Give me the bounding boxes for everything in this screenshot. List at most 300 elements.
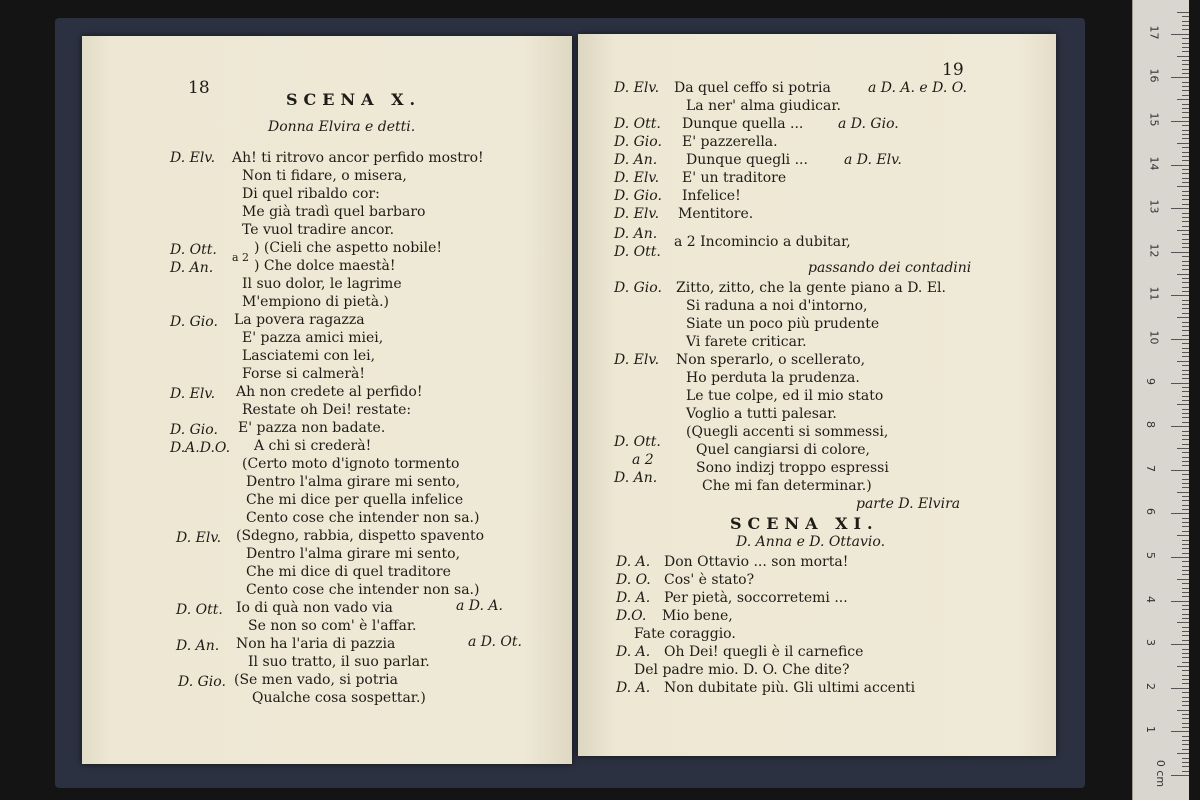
ruler-tick (1182, 191, 1189, 192)
ruler-tick (1182, 343, 1189, 344)
ruler-tick (1182, 64, 1189, 65)
verse-line: Sono indizj troppo espressi (696, 460, 889, 476)
ruler-tick (1182, 540, 1189, 541)
ruler-tick (1182, 239, 1189, 240)
ruler-tick (1182, 335, 1189, 336)
ruler-tick (1182, 199, 1189, 200)
ruler-label: 15 (1147, 112, 1161, 127)
ruler-tick (1182, 614, 1189, 615)
verse-line: (Certo moto d'ignoto tormento (242, 456, 460, 472)
speaker-label: D. Gio. (614, 188, 662, 204)
speaker-label: D. An. (614, 226, 658, 242)
ruler-tick (1177, 448, 1189, 449)
verse-line: Del padre mio. D. O. Che dite? (634, 662, 850, 678)
ruler-tick (1182, 740, 1189, 741)
ruler-label: 12 (1147, 243, 1161, 258)
ruler-tick (1182, 43, 1189, 44)
ruler-tick (1182, 400, 1189, 401)
ruler-tick (1182, 444, 1189, 445)
ruler-tick (1171, 34, 1189, 35)
verse-line: Qualche cosa sospettar.) (252, 690, 426, 706)
verse-line: Dunque quella ... (682, 116, 804, 132)
verse-line: Don Ottavio ... son morta! (664, 554, 849, 570)
ruler-tick (1177, 535, 1189, 536)
page-number: 18 (188, 78, 210, 98)
ruler-tick (1182, 322, 1189, 323)
ruler-tick (1171, 688, 1189, 689)
verse-line: Che mi dice per quella infelice (246, 492, 464, 508)
ruler-tick (1182, 570, 1189, 571)
ruler-tick (1171, 208, 1189, 209)
ruler-tick (1182, 173, 1189, 174)
verse-line: Forse si calmerà! (242, 366, 365, 382)
ruler-tick (1182, 82, 1189, 83)
speaker-label: D. Gio. (614, 280, 662, 296)
ruler-tick (1182, 605, 1189, 606)
verse-line: Mio bene, (662, 608, 733, 624)
stage-aside: a D. A. (456, 598, 503, 614)
ruler-tick (1182, 457, 1189, 458)
verse-line: ) Che dolce maestà! (254, 258, 396, 274)
ruler-tick (1182, 422, 1189, 423)
ruler-tick (1182, 518, 1189, 519)
stage-aside: a D. Elv. (844, 152, 902, 168)
verse-line: Dunque quegli ... (686, 152, 808, 168)
ruler-tick (1177, 99, 1189, 100)
ruler-label: 5 (1144, 552, 1157, 559)
stage-direction: passando dei contadini (808, 260, 972, 276)
ruler-tick (1182, 60, 1189, 61)
verse-line: Di quel ribaldo cor: (242, 186, 380, 202)
verse-line: La ner' alma giudicar. (686, 98, 841, 114)
ruler-tick (1182, 505, 1189, 506)
ruler-tick (1177, 317, 1189, 318)
right-page (578, 34, 1056, 756)
ruler-tick (1182, 178, 1189, 179)
ruler-tick (1182, 387, 1189, 388)
ruler-tick (1182, 439, 1189, 440)
ruler-label: 6 (1144, 508, 1157, 516)
ruler-tick (1182, 723, 1189, 724)
ruler-tick (1182, 588, 1189, 589)
ruler-label: 14 (1147, 156, 1161, 171)
ruler-tick (1182, 365, 1189, 366)
ruler-tick (1182, 548, 1189, 549)
ruler-tick (1171, 513, 1189, 514)
verse-line: Infelice! (682, 188, 741, 204)
ruler-label: 0 cm (1154, 759, 1168, 788)
ruler-tick (1182, 692, 1189, 693)
verse-line: Io di quà non vado via (236, 600, 393, 616)
ruler-tick (1182, 749, 1189, 750)
ruler-tick (1182, 51, 1189, 52)
ruler-tick (1182, 553, 1189, 554)
verse-line: E' pazza non badate. (238, 420, 386, 436)
ruler-label: 9 (1144, 377, 1157, 385)
verse-line: Cento cose che intender non sa.) (246, 582, 480, 598)
verse-line: Le tue colpe, ed il mio stato (686, 388, 884, 404)
ruler-tick (1182, 130, 1189, 131)
ruler-tick (1182, 134, 1189, 135)
ruler-tick (1182, 662, 1189, 663)
speaker-label: D. Ott. (614, 244, 661, 260)
stage-aside: a D. Ot. (468, 634, 522, 650)
ruler-tick (1182, 112, 1189, 113)
ruler-tick (1182, 104, 1189, 105)
ruler-tick (1182, 627, 1189, 628)
ruler-tick (1182, 25, 1189, 26)
ruler-tick (1177, 492, 1189, 493)
ruler-tick (1182, 152, 1189, 153)
ruler-tick (1182, 618, 1189, 619)
verse-line: Si raduna a noi d'intorno, (686, 298, 868, 314)
ruler-tick (1182, 291, 1189, 292)
ruler-tick (1182, 452, 1189, 453)
speaker-label: D. O. (616, 572, 651, 588)
ruler-tick (1182, 487, 1189, 488)
ruler-tick (1182, 714, 1189, 715)
ruler-tick (1182, 631, 1189, 632)
ruler-tick (1182, 247, 1189, 248)
speaker-label: D. Elv. (614, 352, 660, 368)
ruler-tick (1182, 474, 1189, 475)
ruler-tick (1182, 391, 1189, 392)
speaker-label: D. An. (614, 470, 658, 486)
ruler-tick (1182, 330, 1189, 331)
ruler-label: 11 (1147, 286, 1161, 301)
ruler-tick (1182, 679, 1189, 680)
verse-line: Me già tradì quel barbaro (242, 204, 426, 220)
verse-line: (Quegli accenti si sommessi, (686, 424, 889, 440)
verse-line: (Se men vado, si potria (234, 672, 399, 688)
ruler-tick (1182, 278, 1189, 279)
scene-subtitle: Donna Elvira e detti. (268, 119, 416, 135)
ruler-tick (1182, 160, 1189, 161)
verse-line: Cento cose che intender non sa.) (246, 510, 480, 526)
ruler-tick (1182, 378, 1189, 379)
ruler-tick (1182, 374, 1189, 375)
ruler-tick (1182, 221, 1189, 222)
verse-line: Voglio a tutti palesar. (686, 406, 837, 422)
ruler-tick (1182, 396, 1189, 397)
speaker-label: D. A. (616, 590, 651, 606)
scene-title: SCENA X. (286, 90, 422, 109)
ruler-tick (1182, 596, 1189, 597)
ruler-tick (1182, 47, 1189, 48)
ruler-tick (1171, 557, 1189, 558)
ruler-tick (1182, 417, 1189, 418)
ruler-tick (1182, 496, 1189, 497)
ruler-tick (1182, 697, 1189, 698)
ruler-tick (1182, 313, 1189, 314)
ruler-label: 13 (1147, 199, 1161, 214)
verse-line: Restate oh Dei! restate: (242, 402, 412, 418)
ruler-tick (1182, 574, 1189, 575)
left-page (82, 36, 572, 764)
verse-line: E' un traditore (682, 170, 787, 186)
speaker-label: D.O. (616, 608, 647, 624)
ruler-tick (1182, 125, 1189, 126)
ruler-tick (1182, 356, 1189, 357)
ruler-tick (1177, 361, 1189, 362)
ruler-tick (1182, 431, 1189, 432)
speaker-label: D. Elv. (614, 80, 660, 96)
ruler-tick (1182, 300, 1189, 301)
verse-line: Non sperarlo, o scellerato, (676, 352, 866, 368)
verse-line: Ah non credete al perfido! (236, 384, 423, 400)
ruler-label: 16 (1147, 68, 1161, 83)
ruler-tick (1182, 69, 1189, 70)
speaker-label: D. Gio. (178, 674, 226, 690)
ruler-tick (1182, 370, 1189, 371)
ruler-tick (1182, 73, 1189, 74)
stage-aside: a D. Gio. (838, 116, 899, 132)
ruler-tick (1182, 435, 1189, 436)
ruler-tick (1182, 95, 1189, 96)
speaker-label: D. Elv. (614, 206, 660, 222)
ruler-tick (1182, 670, 1189, 671)
a2-mark: a 2 (232, 251, 250, 264)
ruler-tick (1182, 479, 1189, 480)
ruler-tick (1177, 666, 1189, 667)
ruler-tick (1171, 383, 1189, 384)
ruler-label: 1 (1144, 726, 1157, 734)
ruler-tick (1177, 56, 1189, 57)
verse-line: Cos' è stato? (664, 572, 755, 588)
ruler-tick (1182, 522, 1189, 523)
ruler-tick (1182, 304, 1189, 305)
ruler-tick (1182, 86, 1189, 87)
speaker-label: D. Elv. (614, 170, 660, 186)
ruler-tick (1182, 531, 1189, 532)
ruler-tick (1182, 727, 1189, 728)
ruler-tick (1182, 38, 1189, 39)
ruler-tick (1177, 186, 1189, 187)
ruler-tick (1182, 583, 1189, 584)
ruler-tick (1182, 287, 1189, 288)
stage-direction: parte D. Elvira (856, 496, 961, 512)
speaker-label: D. An. (170, 260, 214, 276)
ruler-label: 2 (1144, 682, 1157, 690)
ruler-label: 10 (1147, 330, 1161, 345)
ruler-tick (1182, 265, 1189, 266)
speaker-label: D. Gio. (170, 422, 218, 438)
ruler-tick (1177, 274, 1189, 275)
ruler-tick (1182, 544, 1189, 545)
ruler-tick (1182, 705, 1189, 706)
ruler-tick (1182, 234, 1189, 235)
ruler-tick (1182, 653, 1189, 654)
ruler-tick (1182, 108, 1189, 109)
ruler-tick (1182, 766, 1189, 767)
verse-line: Da quel ceffo si potria (674, 80, 831, 96)
verse-line: Ho perduta la prudenza. (686, 370, 860, 386)
ruler-tick (1177, 404, 1189, 405)
ruler-tick (1182, 762, 1189, 763)
verse-line: a 2 Incomincio a dubitar, (674, 234, 851, 250)
ruler-tick (1182, 649, 1189, 650)
verse-line: Che mi dice di quel traditore (246, 564, 451, 580)
ruler-tick (1182, 326, 1189, 327)
stage-aside: a D. A. e D. O. (868, 80, 967, 96)
speaker-label: D. Elv. (170, 386, 216, 402)
ruler-tick (1182, 217, 1189, 218)
ruler-tick (1182, 640, 1189, 641)
verse-line: E' pazzerella. (682, 134, 778, 150)
speaker-label: D. Ott. (176, 602, 223, 618)
measurement-ruler (1132, 0, 1189, 800)
ruler-label: 3 (1144, 639, 1157, 647)
ruler-tick (1182, 566, 1189, 567)
ruler-tick (1182, 701, 1189, 702)
ruler-tick (1182, 138, 1189, 139)
ruler-tick (1182, 483, 1189, 484)
scene-subtitle: D. Anna e D. Ottavio. (736, 534, 886, 550)
ruler-tick (1182, 509, 1189, 510)
speaker-label: D. A. (616, 680, 651, 696)
speaker-label: D. Elv. (170, 150, 216, 166)
speaker-label: D. Ott. (614, 434, 661, 450)
ruler-tick (1182, 718, 1189, 719)
ruler-tick (1182, 213, 1189, 214)
speaker-label: D. Ott. (170, 242, 217, 258)
verse-line: Siate un poco più prudente (686, 316, 880, 332)
scene-title: SCENA XI. (730, 514, 879, 533)
ruler-tick (1177, 579, 1189, 580)
ruler-tick (1182, 609, 1189, 610)
ruler-tick (1177, 753, 1189, 754)
verse-line: Se non so com' è l'affar. (248, 618, 417, 634)
verse-line: E' pazza amici miei, (242, 330, 384, 346)
verse-line: Zitto, zitto, che la gente piano a D. El. (676, 280, 946, 296)
ruler-label: 7 (1144, 464, 1157, 472)
ruler-tick (1182, 592, 1189, 593)
verse-line: Quel cangiarsi di colore, (696, 442, 870, 458)
speaker-label: D. A. (616, 554, 651, 570)
ruler-tick (1182, 195, 1189, 196)
verse-line: Il suo tratto, il suo parlar. (248, 654, 430, 670)
ruler-tick (1177, 12, 1189, 13)
ruler-tick (1182, 500, 1189, 501)
ruler-tick (1182, 635, 1189, 636)
ruler-tick (1182, 461, 1189, 462)
ruler-label: 8 (1144, 421, 1157, 429)
verse-line: Per pietà, soccorretemi ... (664, 590, 848, 606)
ruler-tick (1182, 29, 1189, 30)
ruler-tick (1177, 230, 1189, 231)
ruler-label: 4 (1144, 595, 1157, 603)
verse-line: M'empiono di pietà.) (242, 294, 390, 310)
ruler-tick (1171, 731, 1189, 732)
verse-line: Che mi fan determinar.) (702, 478, 872, 494)
ruler-tick (1182, 182, 1189, 183)
ruler-tick (1171, 165, 1189, 166)
verse-line: Ah! ti ritrovo ancor perfido mostro! (232, 150, 484, 166)
verse-line: Non ti fidare, o misera, (242, 168, 407, 184)
ruler-tick (1171, 426, 1189, 427)
ruler-tick (1182, 657, 1189, 658)
verse-line: Non dubitate più. Gli ultimi accenti (664, 680, 916, 696)
ruler-tick (1182, 352, 1189, 353)
ruler-tick (1182, 675, 1189, 676)
ruler-tick (1182, 409, 1189, 410)
verse-line: Fate coraggio. (634, 626, 736, 642)
verse-line: (Sdegno, rabbia, dispetto spavento (236, 528, 485, 544)
speaker-label: D. Gio. (614, 134, 662, 150)
verse-line: Dentro l'alma girare mi sento, (246, 546, 461, 562)
ruler-tick (1182, 771, 1189, 772)
ruler-tick (1182, 683, 1189, 684)
verse-line: Il suo dolor, le lagrime (242, 276, 402, 292)
ruler-tick (1182, 90, 1189, 91)
speaker-label: D. An. (176, 638, 220, 654)
ruler-tick (1177, 710, 1189, 711)
verse-line: Lasciatemi con lei, (242, 348, 376, 364)
ruler-tick (1182, 269, 1189, 270)
ruler-tick (1182, 226, 1189, 227)
speaker-label: D. An. (614, 152, 658, 168)
ruler-tick (1171, 601, 1189, 602)
a2-mark: a 2 (632, 452, 654, 468)
verse-line: Non ha l'aria di pazzia (236, 636, 396, 652)
ruler-tick (1171, 644, 1189, 645)
ruler-tick (1171, 77, 1189, 78)
ruler-tick (1182, 348, 1189, 349)
ruler-tick (1171, 470, 1189, 471)
verse-line: Dentro l'alma girare mi sento, (246, 474, 461, 490)
verse-line: Oh Dei! quegli è il carnefice (664, 644, 864, 660)
ruler-tick (1182, 256, 1189, 257)
ruler-tick (1171, 339, 1189, 340)
ruler-tick (1177, 143, 1189, 144)
verse-line: Mentitore. (678, 206, 754, 222)
speaker-label: D. Ott. (614, 116, 661, 132)
speaker-label: D. A. (616, 644, 651, 660)
ruler-tick (1182, 16, 1189, 17)
speaker-label: D. Elv. (176, 530, 222, 546)
ruler-tick (1171, 121, 1189, 122)
ruler-tick (1182, 261, 1189, 262)
ruler-tick (1182, 308, 1189, 309)
ruler-tick (1182, 204, 1189, 205)
ruler-tick (1182, 282, 1189, 283)
page-number: 19 (942, 60, 964, 80)
ruler-tick (1182, 156, 1189, 157)
ruler-label: 17 (1147, 25, 1161, 40)
ruler-tick (1182, 736, 1189, 737)
speaker-label: D. Gio. (170, 314, 218, 330)
verse-line: Te vuol tradire ancor. (242, 222, 395, 238)
ruler-tick (1182, 243, 1189, 244)
ruler-tick (1177, 622, 1189, 623)
ruler-tick (1182, 758, 1189, 759)
ruler-tick (1182, 744, 1189, 745)
verse-line: ) (Cieli che aspetto nobile! (254, 240, 443, 256)
ruler-tick (1182, 117, 1189, 118)
ruler-tick (1171, 252, 1189, 253)
speaker-label: D.A.D.O. (170, 440, 231, 456)
ruler-tick (1182, 413, 1189, 414)
verse-line: La povera ragazza (234, 312, 365, 328)
ruler-tick (1182, 169, 1189, 170)
ruler-tick (1182, 21, 1189, 22)
verse-line: A chi si crederà! (254, 438, 372, 454)
ruler-tick (1171, 295, 1189, 296)
ruler-tick (1182, 526, 1189, 527)
ruler-tick (1182, 465, 1189, 466)
ruler-tick (1182, 561, 1189, 562)
ruler-tick (1182, 147, 1189, 148)
